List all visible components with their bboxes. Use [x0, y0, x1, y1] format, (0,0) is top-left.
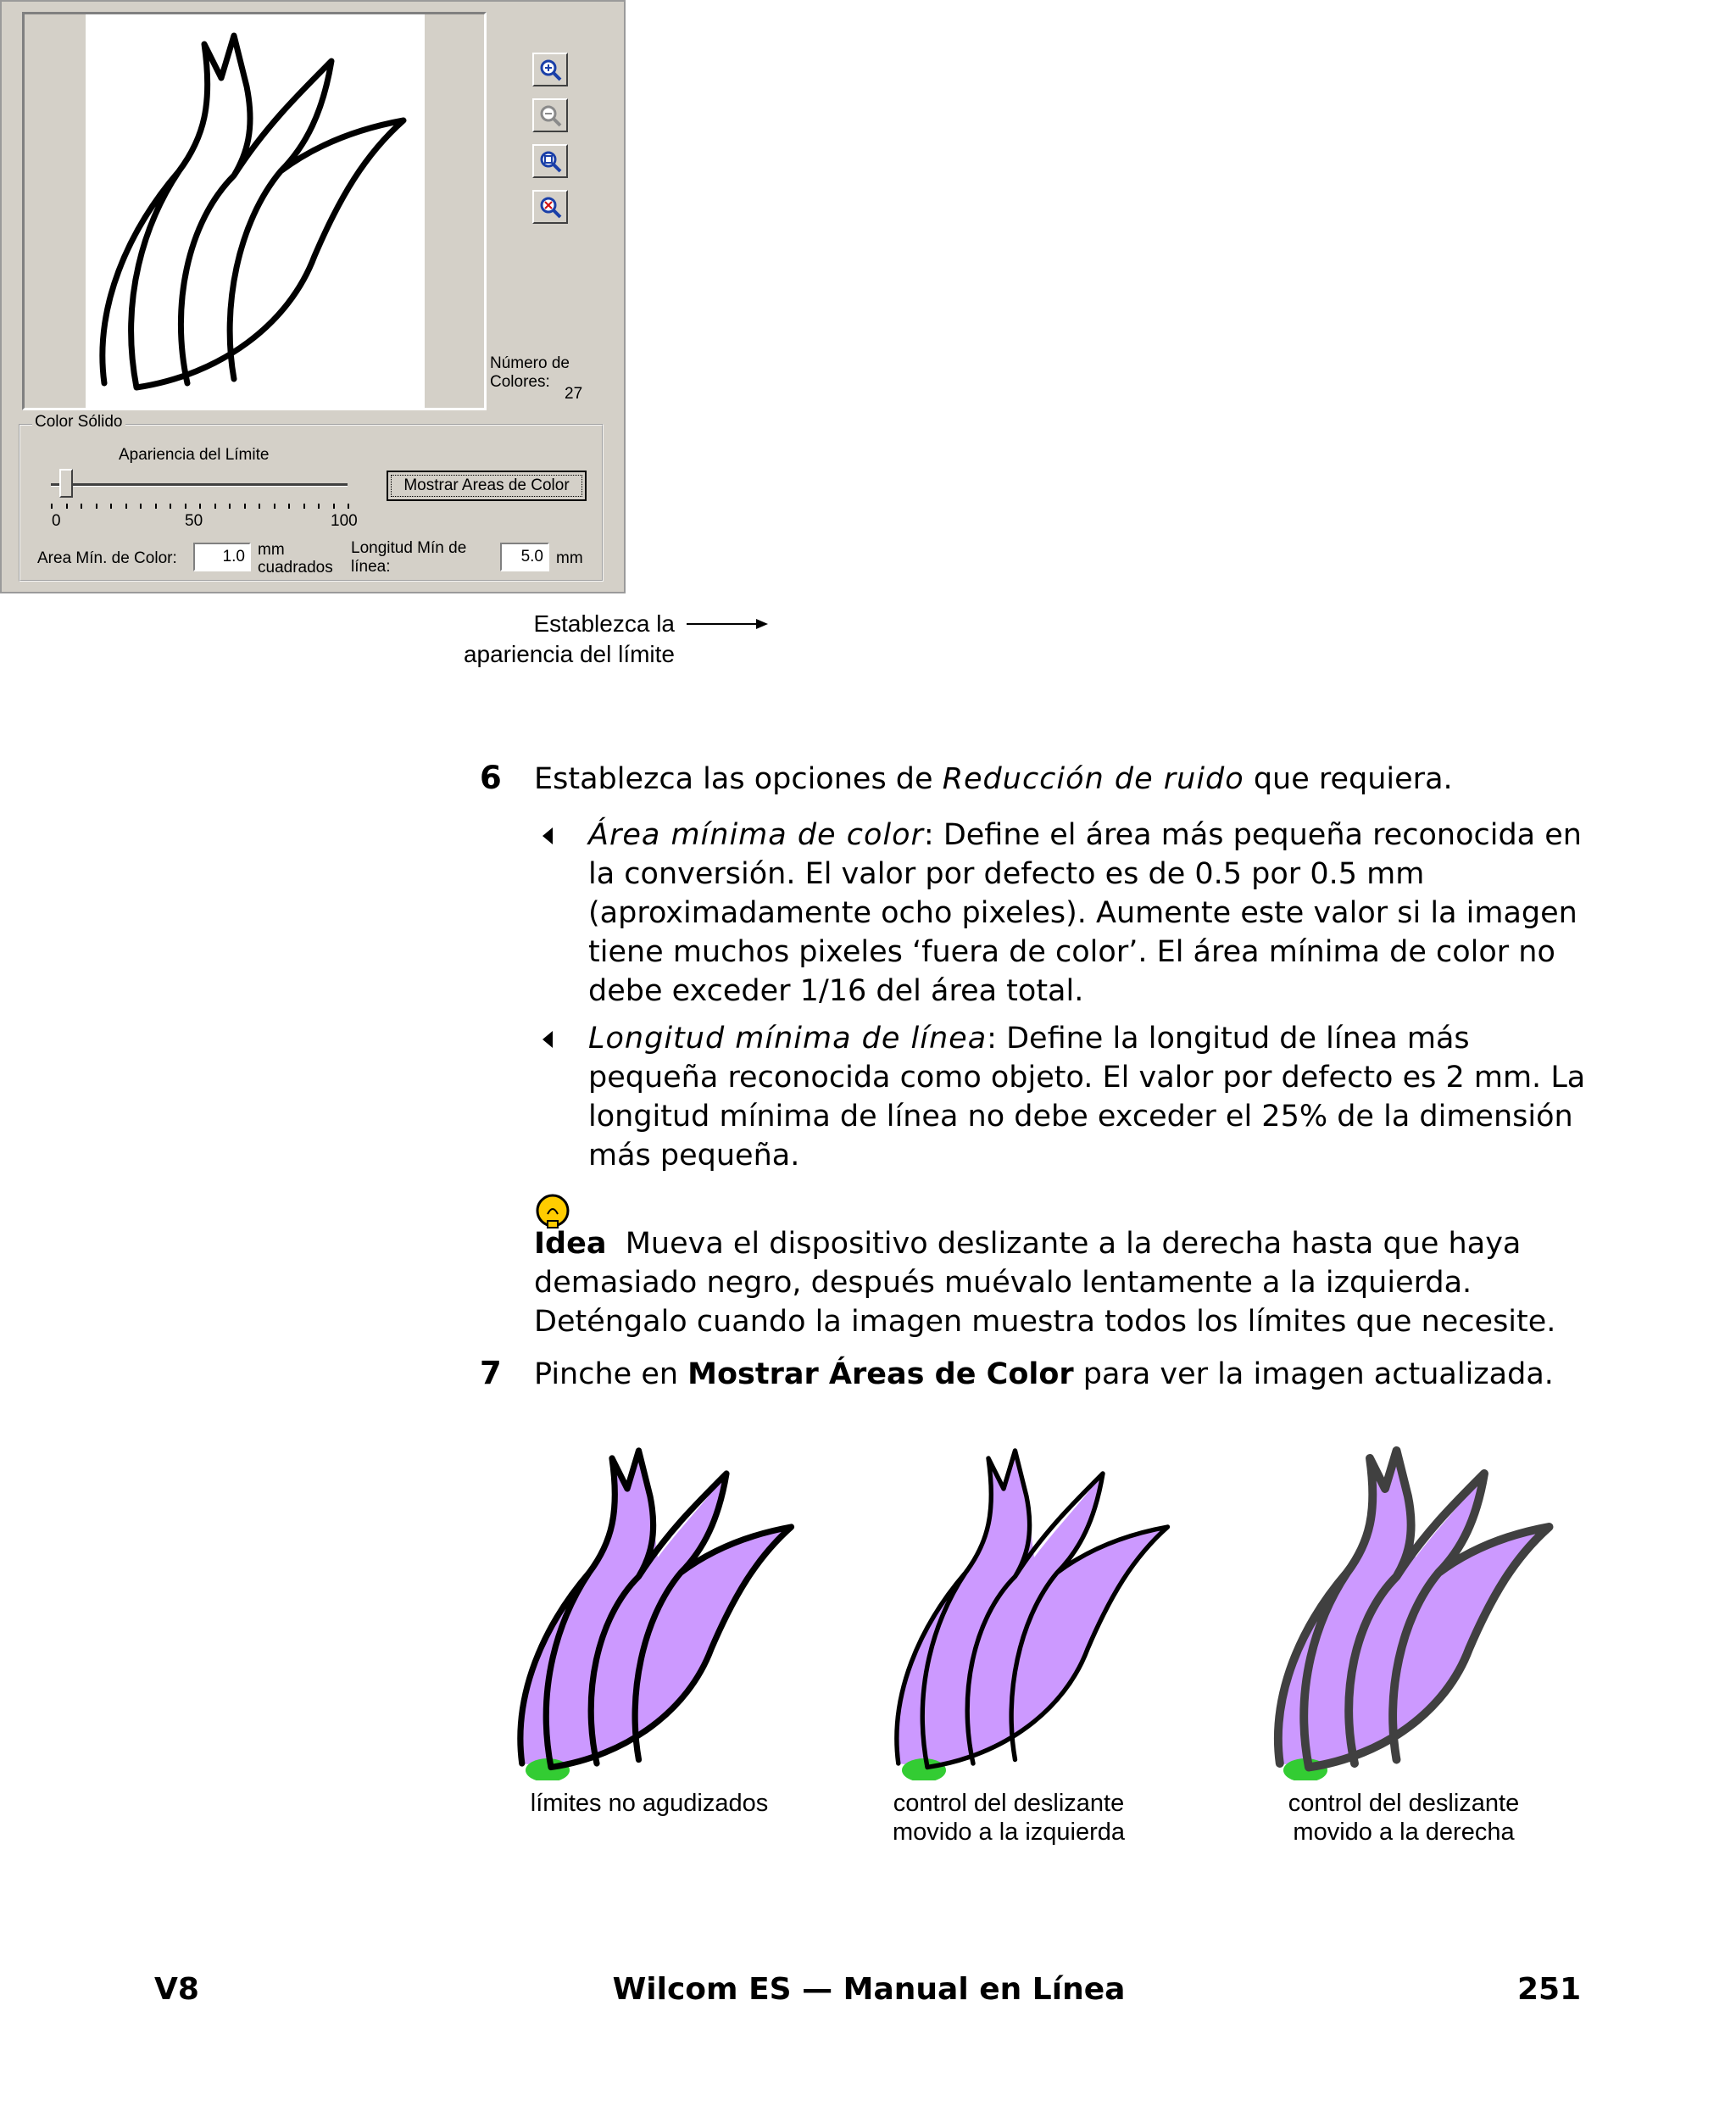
tulip-outline-preview — [86, 14, 425, 408]
slider-tick — [244, 504, 246, 509]
min-line-unit: mm — [556, 549, 583, 567]
min-area-label: Area Mín. de Color: — [37, 549, 177, 567]
bullet-min-line — [588, 1019, 1589, 1175]
zoom-in-button[interactable] — [532, 53, 568, 86]
step-7-post: para ver la imagen actualizada. — [1073, 1357, 1554, 1391]
step-6-text — [534, 760, 1585, 799]
min-line-field[interactable] — [500, 543, 549, 571]
slider-tick — [288, 504, 290, 509]
colors-count-label: Número de Colores: — [490, 354, 570, 391]
slider-tick — [318, 504, 320, 509]
slider-tick — [333, 504, 335, 509]
conversion-dialog — [0, 0, 626, 593]
footer-title: Wilcom ES — Manual en Línea — [612, 1972, 1126, 2007]
bullet-min-area — [588, 816, 1589, 1011]
slider-tick — [170, 504, 171, 509]
image-preview — [86, 14, 425, 408]
step-6-term: Reducción de ruido — [942, 762, 1244, 796]
callout-arrow — [685, 616, 770, 632]
slider-tick — [348, 504, 349, 509]
slider-tick — [229, 504, 231, 509]
bullet-min-area-text: : Define el área más pequeña reconocida en la conversión. El valor por defecto es de 0.5 por 0.5 mm (aproximadamente ocho pixeles). Aumente este valor si la imagen tiene muchos pixeles ‘fuera de color’. El área mínima de color no debe exceder 1/16 del área total. — [588, 818, 1582, 1008]
slider-tick — [125, 504, 127, 509]
slider-tick — [110, 504, 112, 509]
caption-unsharpened: límites no agudizados — [530, 1790, 769, 1817]
footer-version: V8 — [154, 1972, 199, 2007]
zoom-reset-icon — [539, 196, 563, 220]
slider-tick — [140, 504, 142, 509]
show-color-areas-button[interactable] — [387, 471, 587, 501]
zoom-box-icon — [539, 150, 563, 174]
slider-tick — [303, 504, 305, 509]
bullet-min-line-term: Longitud mínima de línea — [588, 1022, 988, 1056]
tip-body: Mueva el dispositivo deslizante a la derecha hasta que haya demasiado negro, después muévalo lentamente a la izquierda. Deténgalo cuando la imagen muestra todos los límites que necesite. — [534, 1227, 1556, 1339]
zoom-out-button[interactable] — [532, 98, 568, 132]
bullet-marker — [542, 1031, 553, 1048]
show-color-areas-label: Mostrar Areas de Color — [391, 475, 582, 497]
colors-count-value: 27 — [565, 385, 583, 403]
slider-tick — [274, 504, 275, 509]
slider-tick — [96, 504, 97, 509]
slider-tick — [259, 504, 260, 509]
zoom-reset-button[interactable] — [532, 190, 568, 224]
caption-slider-right: control del deslizante movido a la derecha — [1288, 1790, 1520, 1846]
zoom-box-button[interactable] — [532, 144, 568, 178]
step-6-post: que requiera. — [1244, 762, 1453, 796]
tulip-image-unsharpened — [505, 1441, 810, 1780]
boundary-slider-thumb[interactable] — [59, 469, 73, 498]
footer-page-number: 251 — [1517, 1972, 1582, 2007]
step-7-number: 7 — [480, 1355, 502, 1391]
slider-min-label: 0 — [52, 512, 61, 530]
slider-mid-label: 50 — [185, 512, 203, 530]
slider-tick — [155, 504, 157, 509]
tip-text — [534, 1224, 1568, 1341]
zoom-in-icon — [539, 58, 563, 82]
slider-tick — [66, 504, 68, 509]
min-area-field[interactable] — [193, 543, 251, 571]
step-7-text — [534, 1355, 1585, 1394]
step-7-bold: Mostrar Áreas de Color — [687, 1357, 1074, 1391]
image-preview-frame — [22, 12, 487, 410]
group-title: Color Sólido — [32, 413, 125, 432]
slider-max-label: 100 — [331, 512, 358, 530]
slider-label: Apariencia del Límite — [119, 446, 270, 464]
step-6-pre: Establezca las opciones de — [534, 762, 943, 796]
slider-tick — [81, 504, 82, 509]
tulip-image-slider-left — [882, 1441, 1187, 1780]
bullet-marker — [542, 827, 553, 844]
step-7-pre: Pinche en — [534, 1357, 688, 1391]
slider-tick — [199, 504, 201, 509]
slider-tick — [51, 504, 53, 509]
tip-label: Idea — [534, 1227, 607, 1261]
slider-callout: Establezca la apariencia del límite — [463, 610, 675, 667]
bullet-min-area-term: Área mínima de color — [588, 818, 924, 852]
tulip-image-slider-right — [1263, 1441, 1568, 1780]
slider-tick — [185, 504, 186, 509]
step-6-number: 6 — [480, 760, 502, 796]
min-line-label: Longitud Mín de línea: — [351, 539, 467, 576]
slider-track[interactable] — [51, 483, 348, 487]
bullet-min-line-text: : Define la longitud de línea más pequeña reconocida como objeto. El valor por defecto es 2 mm. La longitud mínima de línea no debe exceder el 25% de la dimensión más pequeña. — [588, 1022, 1586, 1173]
zoom-out-icon — [539, 104, 563, 128]
min-area-unit: mm cuadrados — [258, 541, 333, 577]
caption-slider-left: control del deslizante movido a la izquierda — [892, 1790, 1126, 1846]
slider-tick — [214, 504, 216, 509]
